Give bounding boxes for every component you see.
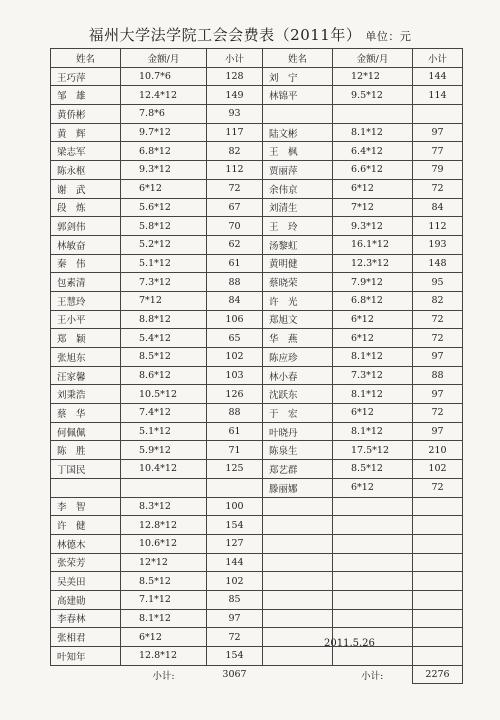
table-row xyxy=(51,254,463,273)
cell-name-left: 李 智 xyxy=(51,497,121,516)
cell-amount-right xyxy=(333,534,413,553)
cell-subtotal-right: 210 xyxy=(413,441,463,460)
cell-name-right: 刘清生 xyxy=(263,198,333,217)
cell-subtotal-right: 72 xyxy=(413,310,463,329)
table-row xyxy=(51,609,463,628)
cell-subtotal-left: 61 xyxy=(207,422,263,441)
cell-amount-left: 5.1*12 xyxy=(121,254,207,273)
cell-subtotal-right: 84 xyxy=(413,198,463,217)
cell-name-left: 黄 辉 xyxy=(51,123,121,142)
table-row xyxy=(51,460,463,479)
cell-subtotal-right xyxy=(413,516,463,535)
cell-amount-left: 10.5*12 xyxy=(121,385,207,404)
cell-amount-left: 7.8*6 xyxy=(121,105,207,124)
cell-amount-right: 6*12 xyxy=(333,310,413,329)
cell-name-left: 秦 伟 xyxy=(51,254,121,273)
cell-name-right: 于 宏 xyxy=(263,404,333,423)
cell-name-right: 王 枫 xyxy=(263,142,333,161)
cell-name-left: 叶知年 xyxy=(51,647,121,666)
cell-subtotal-right: 72 xyxy=(413,404,463,423)
table-row xyxy=(51,404,463,423)
cell-name-left: 张相君 xyxy=(51,628,121,647)
cell-name-left: 段 炼 xyxy=(51,198,121,217)
cell-subtotal-right xyxy=(413,553,463,572)
cell-amount-left: 7.1*12 xyxy=(121,590,207,609)
cell-subtotal-right: 97 xyxy=(413,348,463,367)
cell-subtotal-right xyxy=(413,590,463,609)
cell-amount-left: 6*12 xyxy=(121,628,207,647)
cell-name-left: 张旭东 xyxy=(51,348,121,367)
cell-name-left: 黄侨彬 xyxy=(51,105,121,124)
title-text: 福州大学法学院工会会费表（2011年） xyxy=(88,26,362,44)
cell-name-right: 蔡晓荣 xyxy=(263,273,333,292)
cell-subtotal-left: 117 xyxy=(207,123,263,142)
cell-amount-right: 17.5*12 xyxy=(333,441,413,460)
cell-name-left: 吴美田 xyxy=(51,572,121,591)
cell-amount-right: 9.3*12 xyxy=(333,217,413,236)
cell-subtotal-right: 72 xyxy=(413,478,463,497)
total-value-left: 3067 xyxy=(222,669,247,681)
table-row xyxy=(51,105,463,124)
cell-amount-right: 8.1*12 xyxy=(333,422,413,441)
cell-name-left: 张荣芳 xyxy=(51,553,121,572)
table-row xyxy=(51,217,463,236)
cell-subtotal-left: 112 xyxy=(207,161,263,180)
table-row xyxy=(51,161,463,180)
cell-subtotal-right: 97 xyxy=(413,422,463,441)
table-row xyxy=(51,291,463,310)
cell-subtotal-right: 112 xyxy=(413,217,463,236)
cell-amount-left: 12.8*12 xyxy=(121,647,207,666)
cell-subtotal-right: 95 xyxy=(413,273,463,292)
cell-amount-left: 9.7*12 xyxy=(121,123,207,142)
cell-subtotal-right: 114 xyxy=(413,86,463,105)
cell-amount-right: 6*12 xyxy=(333,478,413,497)
cell-amount-right: 9.5*12 xyxy=(333,86,413,105)
cell-amount-right: 16.1*12 xyxy=(333,235,413,254)
cell-name-right xyxy=(263,553,333,572)
table-row xyxy=(51,273,463,292)
table-row xyxy=(51,366,463,385)
cell-name-left: 李春林 xyxy=(51,609,121,628)
cell-subtotal-left: 67 xyxy=(207,198,263,217)
cell-amount-left: 8.1*12 xyxy=(121,609,207,628)
cell-subtotal-left: 125 xyxy=(207,460,263,479)
cell-name-right xyxy=(263,534,333,553)
cell-name-left: 邹 雄 xyxy=(51,86,121,105)
cell-amount-right: 6.8*12 xyxy=(333,291,413,310)
cell-subtotal-left: 93 xyxy=(207,105,263,124)
cell-subtotal-left: 144 xyxy=(207,553,263,572)
cell-name-right: 林小春 xyxy=(263,366,333,385)
cell-subtotal-right xyxy=(413,534,463,553)
cell-name-left: 林德木 xyxy=(51,534,121,553)
cell-amount-right: 7.9*12 xyxy=(333,273,413,292)
cell-subtotal-left: 82 xyxy=(207,142,263,161)
cell-amount-left: 8.5*12 xyxy=(121,572,207,591)
cell-subtotal-left: 102 xyxy=(207,348,263,367)
cell-amount-right: 12.3*12 xyxy=(333,254,413,273)
cell-subtotal-left: 106 xyxy=(207,310,263,329)
cell-subtotal-left: 100 xyxy=(207,497,263,516)
cell-amount-right: 7.3*12 xyxy=(333,366,413,385)
total-label-right: 小计: xyxy=(361,670,384,682)
cell-subtotal-left: 127 xyxy=(207,534,263,553)
cell-amount-left: 5.8*12 xyxy=(121,217,207,236)
cell-name-left: 丁国民 xyxy=(51,460,121,479)
cell-amount-left: 12.8*12 xyxy=(121,516,207,535)
cell-amount-left: 5.9*12 xyxy=(121,441,207,460)
table-row xyxy=(51,310,463,329)
cell-name-right xyxy=(263,590,333,609)
cell-name-left: 何佩佩 xyxy=(51,422,121,441)
cell-subtotal-right: 88 xyxy=(413,366,463,385)
cell-subtotal-left: 72 xyxy=(207,628,263,647)
cell-amount-left: 12.4*12 xyxy=(121,86,207,105)
cell-amount-left: 8.6*12 xyxy=(121,366,207,385)
cell-amount-left: 10.6*12 xyxy=(121,534,207,553)
cell-name-right: 刘 宁 xyxy=(263,67,333,86)
table-row xyxy=(51,553,463,572)
cell-amount-left: 5.2*12 xyxy=(121,235,207,254)
cell-subtotal-right: 193 xyxy=(413,235,463,254)
table-body xyxy=(51,67,463,665)
cell-amount-left: 8.5*12 xyxy=(121,348,207,367)
cell-name-left: 王慧玲 xyxy=(51,291,121,310)
cell-amount-left: 7.3*12 xyxy=(121,273,207,292)
cell-amount-left: 6*12 xyxy=(121,179,207,198)
cell-amount-left: 8.8*12 xyxy=(121,310,207,329)
cell-name-left: 刘秉浩 xyxy=(51,385,121,404)
cell-name-left: 陈 胜 xyxy=(51,441,121,460)
cell-subtotal-left: 97 xyxy=(207,609,263,628)
cell-subtotal-right: 148 xyxy=(413,254,463,273)
table-row xyxy=(51,123,463,142)
table-row xyxy=(51,179,463,198)
total-label-left: 小计: xyxy=(152,670,175,682)
cell-name-right xyxy=(263,497,333,516)
cell-amount-left: 5.4*12 xyxy=(121,329,207,348)
cell-name-right xyxy=(263,628,333,647)
table-row xyxy=(51,142,463,161)
table-row xyxy=(51,628,463,647)
cell-subtotal-right xyxy=(413,572,463,591)
unit-label: 单位：元 xyxy=(365,30,412,43)
cell-amount-right xyxy=(333,516,413,535)
table-row xyxy=(51,534,463,553)
cell-name-right: 陈泉生 xyxy=(263,441,333,460)
cell-subtotal-left: 72 xyxy=(207,179,263,198)
cell-name-right xyxy=(263,105,333,124)
cell-name-right: 汤黎虹 xyxy=(263,235,333,254)
cell-name-right xyxy=(263,516,333,535)
cell-amount-left: 5.1*12 xyxy=(121,422,207,441)
table-row xyxy=(51,348,463,367)
table-row xyxy=(51,67,463,86)
cell-subtotal-left: 70 xyxy=(207,217,263,236)
table-row xyxy=(51,590,463,609)
cell-subtotal-right xyxy=(413,628,463,647)
cell-subtotal-right: 72 xyxy=(413,179,463,198)
page-title xyxy=(0,24,500,45)
cell-amount-left: 7.4*12 xyxy=(121,404,207,423)
cell-subtotal-left: 154 xyxy=(207,516,263,535)
cell-name-right: 贾丽萍 xyxy=(263,161,333,180)
cell-amount-left: 6.8*12 xyxy=(121,142,207,161)
cell-name-left: 蔡 华 xyxy=(51,404,121,423)
total-value-right: 2276 xyxy=(413,665,463,684)
cell-name-right: 黄明健 xyxy=(263,254,333,273)
cell-subtotal-right xyxy=(413,609,463,628)
cell-subtotal-left xyxy=(207,478,263,497)
cell-name-left: 林敏奋 xyxy=(51,235,121,254)
cell-amount-right: 6*12 xyxy=(333,179,413,198)
cell-name-right: 沈跃东 xyxy=(263,385,333,404)
cell-subtotal-left: 88 xyxy=(207,404,263,423)
cell-subtotal-right xyxy=(413,105,463,124)
table-row xyxy=(51,235,463,254)
cell-amount-right: 7*12 xyxy=(333,198,413,217)
cell-subtotal-left: 102 xyxy=(207,572,263,591)
cell-name-right: 许 光 xyxy=(263,291,333,310)
fee-table xyxy=(50,48,463,684)
cell-subtotal-left: 71 xyxy=(207,441,263,460)
table-row xyxy=(51,516,463,535)
cell-amount-left: 12*12 xyxy=(121,553,207,572)
header-amount-right: 金额/月 xyxy=(333,49,413,68)
cell-amount-right: 6*12 xyxy=(333,329,413,348)
cell-amount-right: 8.1*12 xyxy=(333,385,413,404)
cell-amount-right: 8.1*12 xyxy=(333,348,413,367)
cell-subtotal-left: 154 xyxy=(207,647,263,666)
cell-subtotal-left: 84 xyxy=(207,291,263,310)
cell-name-left: 高建勋 xyxy=(51,590,121,609)
cell-subtotal-left: 62 xyxy=(207,235,263,254)
table-row xyxy=(51,497,463,516)
header-subtotal-right: 小计 xyxy=(413,49,463,68)
cell-name-right: 余伟京 xyxy=(263,179,333,198)
cell-amount-right xyxy=(333,553,413,572)
header-name-left: 姓名 xyxy=(51,49,121,68)
cell-name-right: 滕丽娜 xyxy=(263,478,333,497)
header-subtotal-left: 小计 xyxy=(207,49,263,68)
cell-name-right: 郑旭文 xyxy=(263,310,333,329)
cell-name-right: 华 燕 xyxy=(263,329,333,348)
sheet-date: 2011.5.26 xyxy=(324,638,375,649)
header-amount-left: 金额/月 xyxy=(121,49,207,68)
cell-subtotal-right: 102 xyxy=(413,460,463,479)
cell-amount-right xyxy=(333,590,413,609)
cell-name-right: 王 玲 xyxy=(263,217,333,236)
cell-name-left: 陈永枢 xyxy=(51,161,121,180)
cell-subtotal-left: 103 xyxy=(207,366,263,385)
cell-name-left: 郑 颖 xyxy=(51,329,121,348)
cell-name-left: 王小平 xyxy=(51,310,121,329)
cell-amount-right: 6.4*12 xyxy=(333,142,413,161)
header-row xyxy=(51,49,463,68)
table-row xyxy=(51,647,463,666)
cell-name-left: 汪家馨 xyxy=(51,366,121,385)
cell-name-right xyxy=(263,609,333,628)
cell-name-left: 许 健 xyxy=(51,516,121,535)
cell-name-left xyxy=(51,478,121,497)
cell-name-right: 陆文彬 xyxy=(263,123,333,142)
cell-name-left: 王巧萍 xyxy=(51,67,121,86)
table-row xyxy=(51,86,463,105)
cell-subtotal-left: 88 xyxy=(207,273,263,292)
cell-amount-left: 9.3*12 xyxy=(121,161,207,180)
cell-name-right: 陈应珍 xyxy=(263,348,333,367)
cell-amount-right xyxy=(333,105,413,124)
table-row xyxy=(51,422,463,441)
cell-amount-left: 8.3*12 xyxy=(121,497,207,516)
cell-amount-left: 7*12 xyxy=(121,291,207,310)
table-row xyxy=(51,478,463,497)
cell-subtotal-right: 144 xyxy=(413,67,463,86)
cell-amount-right: 8.1*12 xyxy=(333,123,413,142)
cell-amount-right: 12*12 xyxy=(333,67,413,86)
cell-subtotal-right: 97 xyxy=(413,385,463,404)
cell-subtotal-right: 97 xyxy=(413,123,463,142)
cell-amount-right xyxy=(333,609,413,628)
cell-name-left: 郭剑伟 xyxy=(51,217,121,236)
cell-amount-right: 8.5*12 xyxy=(333,460,413,479)
total-spacer-right xyxy=(263,665,333,684)
cell-subtotal-right: 72 xyxy=(413,329,463,348)
cell-name-right: 林锦平 xyxy=(263,86,333,105)
table-row xyxy=(51,329,463,348)
cell-name-right: 叶晓丹 xyxy=(263,422,333,441)
cell-name-right: 郑艺群 xyxy=(263,460,333,479)
table-row xyxy=(51,198,463,217)
cell-subtotal-left: 85 xyxy=(207,590,263,609)
cell-subtotal-left: 126 xyxy=(207,385,263,404)
cell-amount-left xyxy=(121,478,207,497)
cell-subtotal-right: 82 xyxy=(413,291,463,310)
table-row xyxy=(51,441,463,460)
cell-name-left: 梁志军 xyxy=(51,142,121,161)
header-name-right: 姓名 xyxy=(263,49,333,68)
cell-subtotal-right xyxy=(413,497,463,516)
cell-subtotal-left: 61 xyxy=(207,254,263,273)
table-row xyxy=(51,572,463,591)
cell-subtotal-right: 79 xyxy=(413,161,463,180)
cell-amount-left: 10.7*6 xyxy=(121,67,207,86)
cell-name-right xyxy=(263,647,333,666)
cell-amount-right: 6*12 xyxy=(333,404,413,423)
cell-amount-right xyxy=(333,497,413,516)
total-spacer-left xyxy=(51,665,121,684)
cell-subtotal-right: 77 xyxy=(413,142,463,161)
cell-subtotal-left: 65 xyxy=(207,329,263,348)
total-row xyxy=(51,665,463,684)
cell-subtotal-right xyxy=(413,647,463,666)
cell-amount-right xyxy=(333,572,413,591)
cell-name-left: 谢 武 xyxy=(51,179,121,198)
cell-subtotal-left: 128 xyxy=(207,67,263,86)
cell-amount-right: 6.6*12 xyxy=(333,161,413,180)
table-row xyxy=(51,385,463,404)
cell-name-right xyxy=(263,572,333,591)
cell-name-left: 包素清 xyxy=(51,273,121,292)
cell-amount-right xyxy=(333,647,413,666)
cell-amount-left: 5.6*12 xyxy=(121,198,207,217)
cell-subtotal-left: 149 xyxy=(207,86,263,105)
cell-amount-left: 10.4*12 xyxy=(121,460,207,479)
